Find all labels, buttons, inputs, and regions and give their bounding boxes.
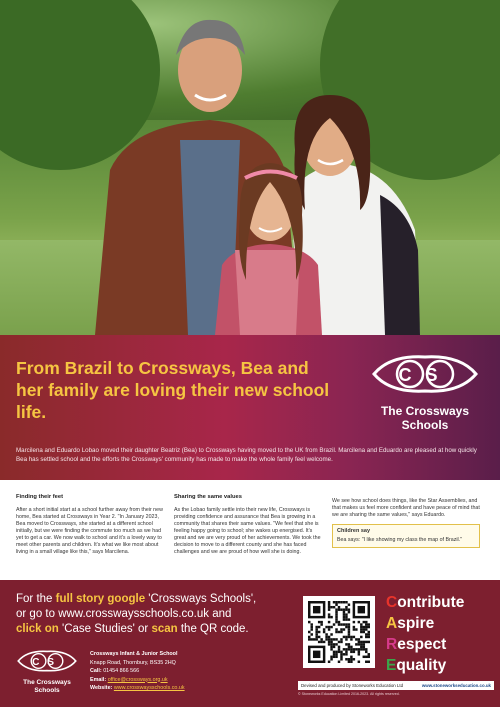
credit-strip	[298, 681, 494, 690]
family-photo	[0, 0, 500, 335]
column-heading: Finding their feet	[16, 494, 64, 500]
column-text: As the Lobao family settle into their new life, Crossways is providing confidence and assurance that Bea is growing in a community that shares their same values. "We feel that she is feeling happy going to school; she wakes up energised. It's great and we are very proud of her achievements. We took the decision to move to a different county and she has faced challenges and we are proud of how well she is doing.	[174, 507, 321, 555]
crossways-logo-icon	[370, 353, 480, 395]
value-contribute	[386, 592, 496, 613]
school-address-street: Knapp Road, Thornbury, BS35 2HQ	[90, 659, 176, 666]
school-address-name: Crossways Infant & Junior School	[90, 651, 178, 657]
article-body	[0, 480, 500, 580]
cta-highlight: click on	[16, 623, 59, 635]
column-heading: Sharing the same values	[174, 494, 242, 500]
copyright: © Stoneworks Education Limited 2016-2023. All rights reserved.	[298, 692, 400, 696]
value-rest: spire	[397, 615, 435, 632]
family-illustration	[0, 0, 500, 335]
school-values	[386, 592, 496, 676]
credit-text: Devised and produced by Stoneworks Education Ltd	[301, 683, 404, 688]
call-label: Call:	[90, 668, 102, 674]
cta-text: 'Case Studies' or	[58, 623, 152, 635]
value-rest: ontribute	[397, 594, 465, 611]
page-title: From Brazil to Crossways, Bea and her family are loving their new school life.	[16, 358, 330, 422]
headline-band	[0, 335, 500, 480]
logo-initials: CS	[32, 656, 62, 668]
cta-website-line: or go to www.crosswaysschools.co.uk and	[16, 608, 232, 620]
crossways-logo-icon	[16, 648, 78, 674]
article-column-3	[332, 498, 480, 548]
value-equality	[386, 655, 496, 676]
email-link[interactable]: office@crossways.org.uk	[107, 676, 168, 683]
credit-url[interactable]: www.stoneworkseducation.co.uk	[421, 683, 491, 688]
value-rest: quality	[396, 657, 447, 674]
contact-details	[90, 650, 185, 693]
logo-school-name: The Crossways Schools	[380, 404, 470, 432]
phone-number: 01454 866 566	[103, 668, 140, 674]
value-initial: R	[386, 636, 398, 653]
website-link[interactable]: www.crosswaysschools.co.uk	[113, 685, 185, 691]
value-initial: A	[386, 615, 398, 632]
value-initial: E	[386, 657, 397, 674]
article-column-1	[16, 494, 164, 556]
column-text: After a short initial start at a school further away from their new home, Bea started at Crossways in Year 2. "In January 2023, Bea moved to Crossways, she started at a different school initially, but we were finding the commute too much as we had yet to get a car. We now walk to school and it's a lovely way to meet other parents and children. It's what we like most about living in a small village like this," says Marcilena.	[16, 507, 163, 555]
children-say-box	[332, 524, 480, 548]
school-logo	[365, 353, 485, 432]
logo-initials: CS	[398, 365, 452, 385]
cta-highlight: full story google	[55, 593, 146, 605]
call-to-action	[16, 592, 291, 637]
value-aspire	[386, 613, 496, 634]
cta-text: 'Crossways Schools',	[145, 593, 257, 605]
cta-text: For the	[16, 593, 56, 605]
footer	[0, 580, 500, 707]
email-label: Email:	[90, 676, 107, 683]
qr-code[interactable]	[303, 596, 375, 668]
value-respect	[386, 634, 496, 655]
logo-school-name: The Crossways Schools	[23, 679, 71, 694]
qr-code-icon	[308, 601, 370, 663]
cta-highlight: scan	[151, 623, 178, 635]
children-say-quote: Bea says: "I like showing my class the map of Brazil."	[337, 537, 463, 543]
footer-school-logo	[16, 648, 78, 695]
cta-text: the QR code.	[177, 623, 249, 635]
children-say-label: Children say	[337, 528, 371, 534]
intro-paragraph: Marcilena and Eduardo Lobao moved their daughter Beatriz (Bea) to Crossways having moved to the UK from Brazil. Marcilena and Eduardo are pleased at how quickly Bea has settled school and the efforts the Crossways' community has made to make the whole family feel welcome.	[16, 447, 477, 463]
website-label: Website:	[90, 685, 113, 691]
article-column-2	[174, 494, 322, 556]
value-rest: espect	[397, 636, 447, 653]
column-text: We see how school does things, like the Star Assemblies, and that makes us feel more confident and have peace of mind that we are sharing the same values," says Eduardo.	[332, 498, 480, 518]
value-initial: C	[386, 594, 398, 611]
